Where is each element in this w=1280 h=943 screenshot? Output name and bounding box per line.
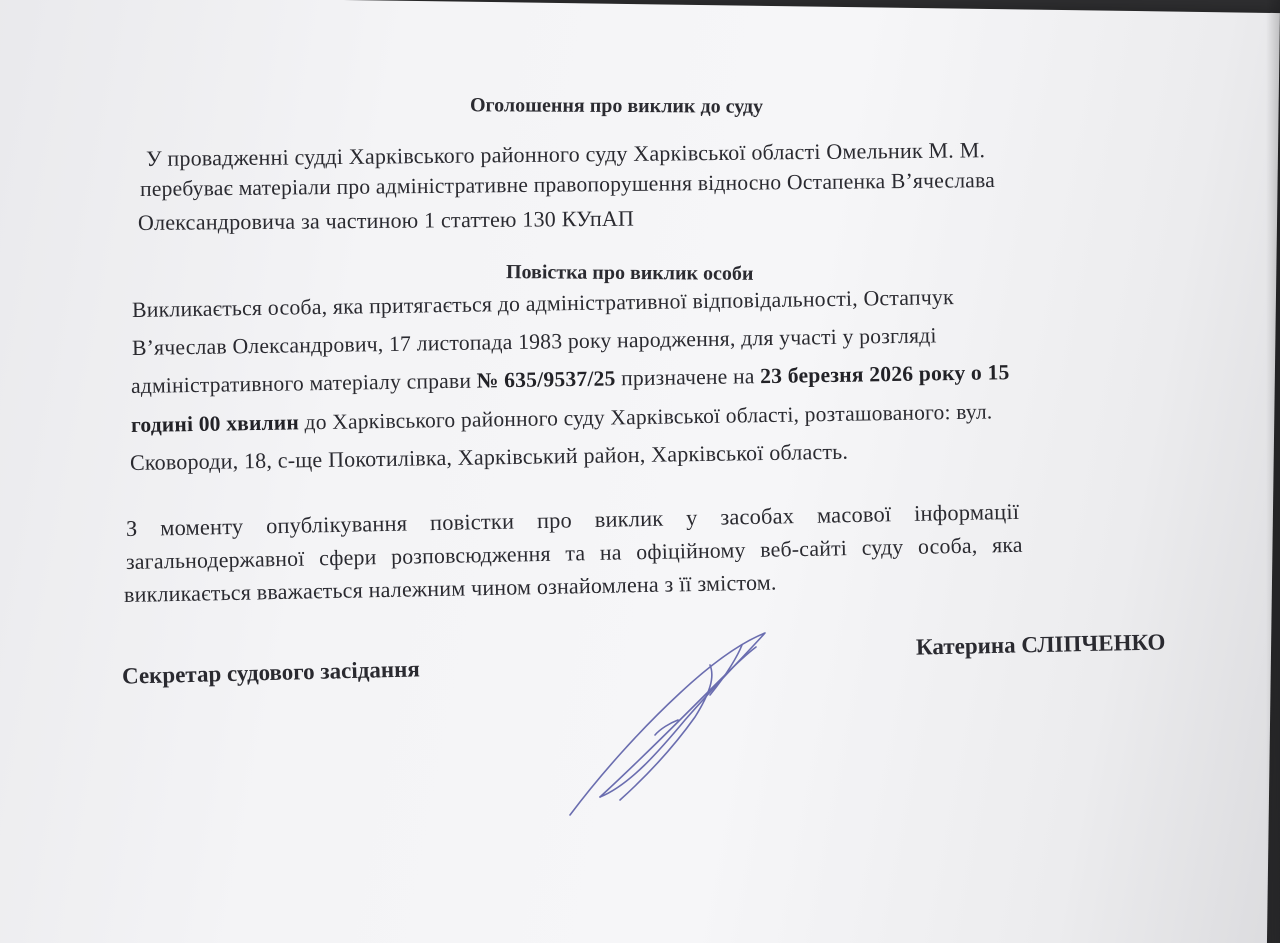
summons-line-5: Сковороди, 18, с-ще Покотилівка, Харківський район, Харківської область. xyxy=(129,438,849,475)
summons-line-3a: адміністративного матеріалу справи xyxy=(130,368,477,398)
summons-line-4 xyxy=(131,399,993,438)
notice-line-3: викликається вважається належним чином ознайомлена з її змістом. xyxy=(123,569,777,607)
summons-line-3b: призначене на xyxy=(615,364,761,391)
signatory-name: Катерина СЛІПЧЕНКО xyxy=(915,629,1166,660)
summons-line-4b: до Харківського районного суду Харківської області, розташованого: вул. xyxy=(298,399,993,435)
intro-line-3: Олександровича за частиною 1 статтею 130 КУпАП xyxy=(137,205,635,235)
notice-line-1: З моменту опублікування повістки про виклик у засобах масової інформації xyxy=(125,498,1020,541)
notice-line-2: загальнодержавної сфери розповсюдження та на офіційному веб-сайті суду особа, яка xyxy=(125,532,1023,574)
hearing-date: 23 березня 2026 року о 15 xyxy=(759,360,1010,389)
summons-line-1: Викликається особа, яка притягається до адміністративної відповідальності, Остапчук xyxy=(131,285,954,322)
document-subtitle: Повістка про виклик особи xyxy=(505,261,754,285)
document-title: Оголошення про виклик до суду xyxy=(469,94,764,118)
hearing-time: годині 00 хвилин xyxy=(130,410,300,437)
signatory-role: Секретар судового засідання xyxy=(121,656,421,689)
intro-line-2: перебуває матеріали про адміністративне правопорушення відносно Остапенка В’ячеслава xyxy=(139,168,996,201)
summons-line-3 xyxy=(131,360,1010,399)
case-number: № 635/9537/25 xyxy=(476,366,616,393)
intro-line-1 xyxy=(146,135,1192,172)
intro-text-1: У провадженні судді Харківського районного суду Харківської області Омельник М. М. xyxy=(145,137,986,171)
summons-line-2: В’ячеслав Олександрович, 17 листопада 1983 року народження, для участі у розгляді xyxy=(131,323,937,360)
handwritten-signature xyxy=(560,625,790,825)
